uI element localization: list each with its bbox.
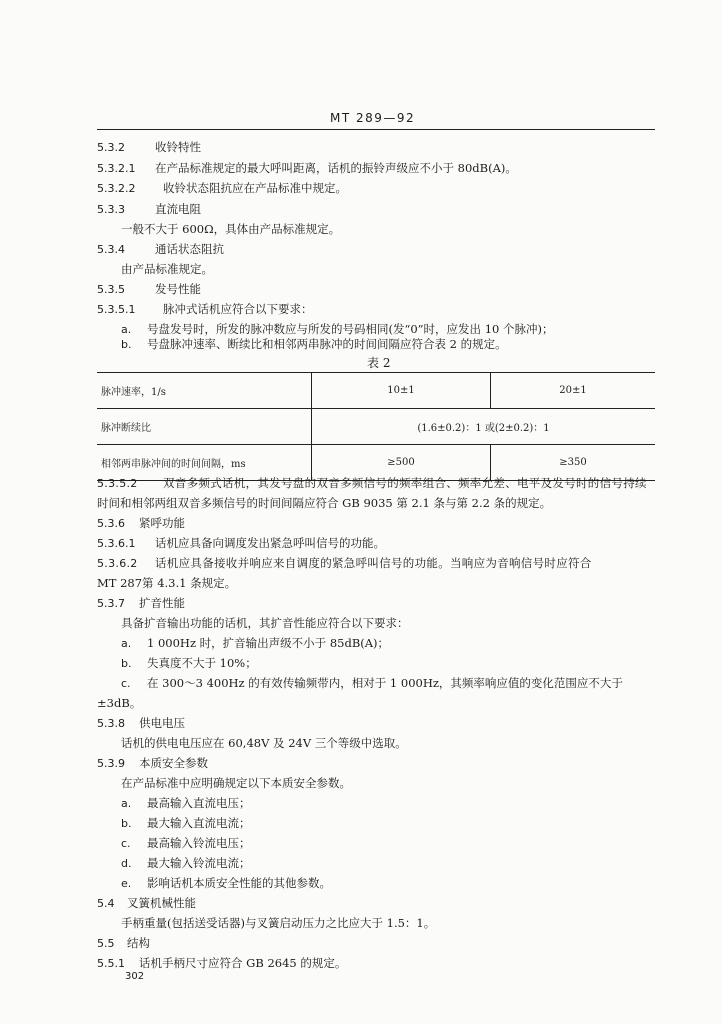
- clause-5-3-6-1: [97, 536, 385, 551]
- paragraph: 在产品标准中应明确规定以下本质安全参数。: [121, 776, 351, 790]
- section-5-3-4: [97, 242, 224, 257]
- clause-text: 话机应具备向调度发出紧急呼叫信号的功能。: [155, 536, 385, 550]
- clause-number: 5.3.6.2: [97, 557, 138, 570]
- list-label: c.: [121, 677, 131, 690]
- list-text: 最高输入直流电压；: [147, 796, 251, 810]
- section-number: 5.4: [97, 897, 115, 910]
- list-label: a.: [121, 637, 132, 650]
- clause-text: 话机应具备接收并响应来自调度的紧急呼叫信号的功能。当响应为音响信号时应符合: [155, 556, 592, 570]
- section-5-4: [97, 896, 196, 911]
- section-5-3-9: [97, 756, 208, 771]
- list-text: 影响话机本质安全性能的其他参数。: [147, 876, 331, 890]
- clause-5-3-2-2: [97, 181, 347, 196]
- clause-number: 5.3.2.1: [97, 162, 136, 175]
- cell-value: ≥500: [312, 445, 491, 481]
- paragraph: 话机的供电电压应在 60,48V 及 24V 三个等级中选取。: [121, 736, 407, 750]
- table-row: [97, 409, 655, 445]
- cell-value: (1.6±0.2)：1 或(2±0.2)：1: [312, 409, 656, 445]
- list-label: b.: [121, 657, 132, 670]
- section-5-3-2: [97, 140, 201, 155]
- section-5-3-6: [97, 516, 185, 531]
- section-title: 紧呼功能: [139, 516, 185, 530]
- section-number: 5.3.5: [97, 283, 125, 296]
- paragraph: 一般不大于 600Ω，具体由产品标准规定。: [121, 222, 341, 236]
- list-label: d.: [121, 857, 132, 870]
- table-row: [97, 373, 655, 409]
- list-item: [121, 876, 331, 891]
- list-item: [121, 322, 554, 337]
- list-label: b.: [121, 817, 132, 830]
- clause-text: 在产品标准规定的最大呼叫距离，话机的振铃声级应不小于 80dB(A)。: [155, 161, 517, 175]
- paragraph: MT 287第 4.3.1 条规定。: [97, 576, 237, 590]
- section-5-3-8: [97, 716, 185, 731]
- section-title: 结构: [127, 936, 150, 950]
- list-text: 最高输入铃流电压；: [147, 836, 251, 850]
- section-5-5-1: [97, 956, 346, 971]
- table-caption: 表 2: [367, 356, 391, 370]
- section-5-3-5: [97, 282, 201, 297]
- header-rule: [97, 129, 655, 130]
- list-text: 失真度不大于 10%；: [147, 656, 257, 670]
- clause-5-3-6-2: [97, 556, 592, 571]
- cell-value: 10±1: [312, 373, 491, 409]
- document-header: MT 289—92: [330, 111, 416, 125]
- list-item: [121, 337, 507, 352]
- section-number: 5.3.7: [97, 597, 125, 610]
- paragraph: 手柄重量(包括送受话器)与叉簧启动压力之比应大于 1.5：1。: [121, 916, 436, 930]
- list-label: b.: [121, 338, 132, 351]
- clause-number: 5.3.5.1: [97, 303, 136, 316]
- list-item: [121, 636, 389, 651]
- cell-value: 20±1: [491, 373, 656, 409]
- section-5-5: [97, 936, 150, 951]
- list-item: [121, 656, 257, 671]
- section-number: 5.3.2: [97, 141, 125, 154]
- row-label: 相邻两串脉冲间的时间间隔，ms: [97, 445, 312, 481]
- section-title: 供电电压: [139, 716, 185, 730]
- paragraph: ±3dB。: [97, 696, 142, 710]
- clause-text: 脉冲式话机应符合以下要求：: [163, 302, 313, 316]
- section-5-3-7: [97, 596, 185, 611]
- section-title: 发号性能: [155, 282, 201, 296]
- section-title: 直流电阻: [155, 202, 201, 216]
- paragraph: 由产品标准规定。: [121, 262, 213, 276]
- list-label: e.: [121, 877, 132, 890]
- clause-5-3-2-1: [97, 161, 517, 176]
- row-label: 脉冲速率，1/s: [97, 373, 312, 409]
- pulse-table: [97, 372, 655, 481]
- page-number: 302: [125, 971, 145, 982]
- section-number: 5.5: [97, 937, 115, 950]
- section-title: 话机手柄尺寸应符合 GB 2645 的规定。: [139, 956, 347, 970]
- clause-number: 5.3.5.2: [97, 477, 138, 490]
- list-label: a.: [121, 323, 132, 336]
- clause-text: 收铃状态阻抗应在产品标准中规定。: [163, 181, 347, 195]
- section-title: 收铃特性: [155, 140, 201, 154]
- section-title: 叉簧机械性能: [127, 896, 196, 910]
- section-title: 扩音性能: [139, 596, 185, 610]
- clause-number: 5.3.6.1: [97, 537, 136, 550]
- clause-5-3-5-2: [97, 476, 647, 491]
- clause-5-3-5-1: [97, 302, 313, 317]
- section-number: 5.3.3: [97, 203, 125, 216]
- section-title: 本质安全参数: [139, 756, 208, 770]
- list-item: [121, 836, 251, 851]
- section-number: 5.3.8: [97, 717, 125, 730]
- list-text: 最大输入铃流电流；: [147, 856, 251, 870]
- clause-text: 双音多频式话机，其发号盘的双音多频信号的频率组合、频率允差、电平及发号时的信号持续: [163, 476, 647, 490]
- list-item: [121, 796, 251, 811]
- cell-value: ≥350: [491, 445, 656, 481]
- list-item: [121, 816, 251, 831]
- list-label: a.: [121, 797, 132, 810]
- list-text: 在 300～3 400Hz 的有效传输频带内，相对于 1 000Hz，其频率响应值的变化范围应不大于: [147, 676, 623, 690]
- list-label: c.: [121, 837, 131, 850]
- clause-number: 5.3.2.2: [97, 182, 136, 195]
- list-text: 号盘脉冲速率、断续比和相邻两串脉冲的时间间隔应符合表 2 的规定。: [147, 337, 507, 351]
- section-number: 5.5.1: [97, 957, 125, 970]
- section-number: 5.3.6: [97, 517, 125, 530]
- list-text: 1 000Hz 时，扩音输出声级不小于 85dB(A)；: [147, 636, 390, 650]
- list-item: [121, 676, 623, 691]
- section-5-3-3: [97, 202, 201, 217]
- paragraph: 具备扩音输出功能的话机，其扩音性能应符合以下要求：: [121, 616, 409, 630]
- list-item: [121, 856, 251, 871]
- list-text: 最大输入直流电流；: [147, 816, 251, 830]
- section-title: 通话状态阻抗: [155, 242, 224, 256]
- list-text: 号盘发号时，所发的脉冲数应与所发的号码相同(发“0”时，应发出 10 个脉冲)；: [147, 322, 554, 336]
- paragraph: 时间和相邻两组双音多频信号的时间间隔应符合 GB 9035 第 2.1 条与第 2.2 条的规定。: [97, 496, 552, 510]
- section-number: 5.3.4: [97, 243, 125, 256]
- row-label: 脉冲断续比: [97, 409, 312, 445]
- section-number: 5.3.9: [97, 757, 125, 770]
